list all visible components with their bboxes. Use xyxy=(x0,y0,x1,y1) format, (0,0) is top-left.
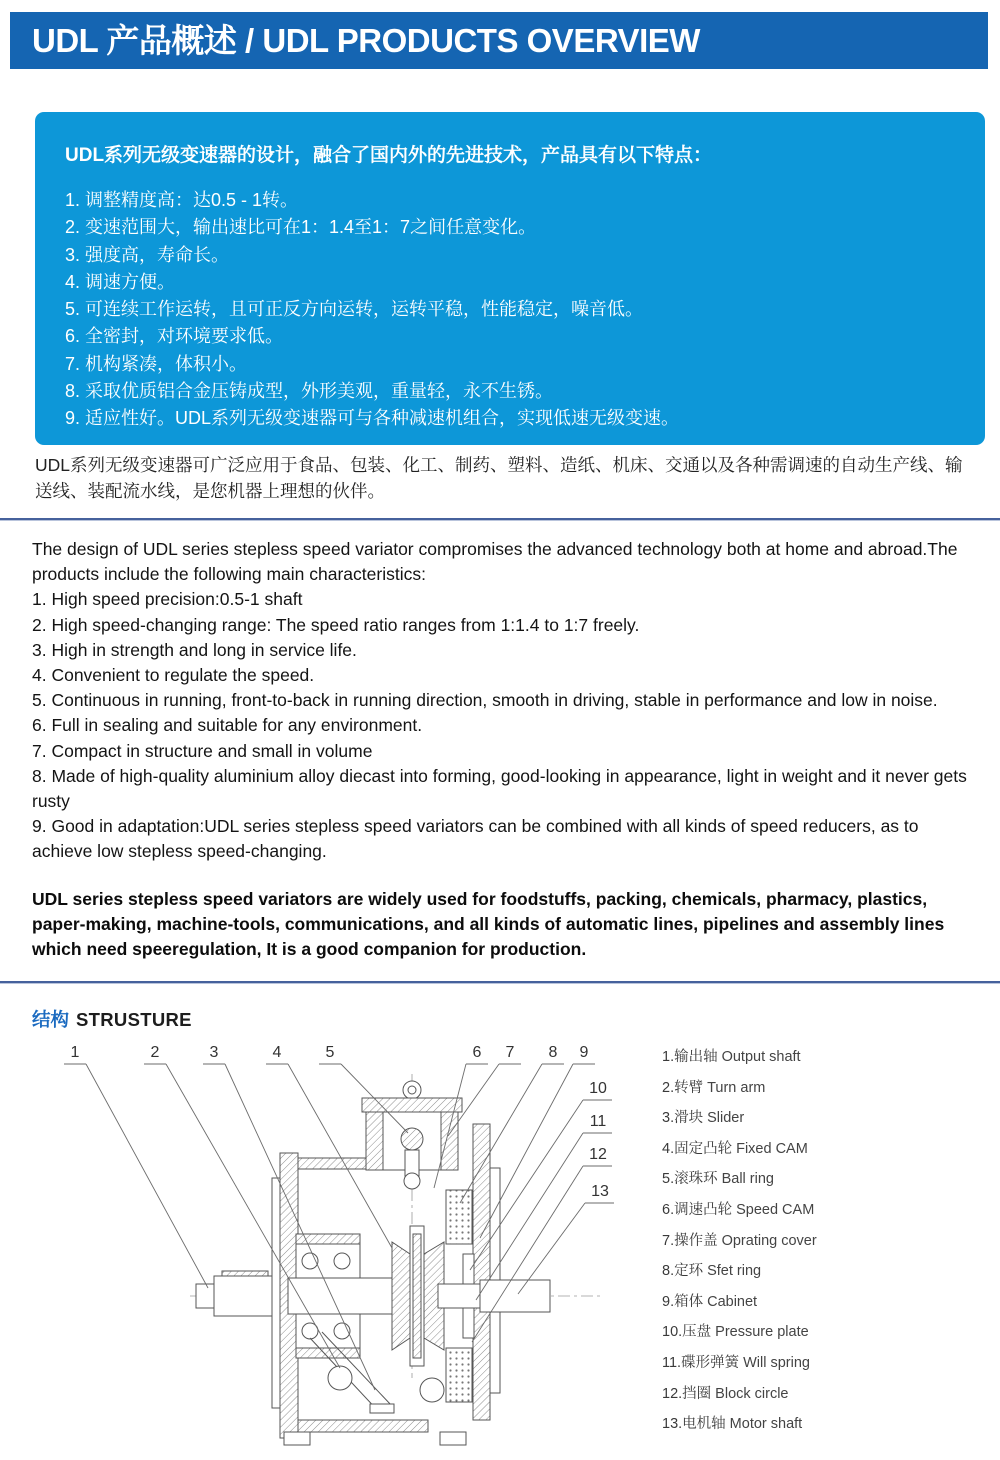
callout-11: 11 xyxy=(589,1113,607,1130)
en-item-6: 6. Full in sealing and suitable for any environment. xyxy=(32,715,423,736)
legend-item-11-en: Will spring xyxy=(743,1354,810,1371)
legend-item-10 xyxy=(662,1317,992,1348)
legend-item-11 xyxy=(662,1348,992,1379)
feature-item-7: 7. 机构紧凑，体积小。 xyxy=(65,353,248,374)
feature-item-6: 6. 全密封，对环境要求低。 xyxy=(65,326,284,347)
callout-9: 9 xyxy=(579,1044,589,1061)
features-list xyxy=(65,187,955,433)
legend-item-11-cn: 11.碟形弹簧 xyxy=(662,1354,740,1371)
legend-item-1 xyxy=(662,1042,992,1073)
features-box xyxy=(35,112,985,445)
cn-applications-paragraph: UDL系列无级变速器可广泛应用于食品、包装、化工、制药、塑料、造纸、机床、交通以及各种需调速的自动生产线、输送线、装配流水线，是您机器上理想的伙伴。 xyxy=(35,455,963,501)
feature-item-5: 5. 可连续工作运转，且可正反方向运转，运转平稳，性能稳定，噪音低。 xyxy=(65,299,644,320)
legend-item-13 xyxy=(662,1409,992,1440)
diagram-callouts xyxy=(71,1044,609,1200)
legend-item-7-cn: 7.操作盖 xyxy=(662,1232,718,1249)
legend-item-13-cn: 13.电机轴 xyxy=(662,1416,726,1433)
en-item-9: 9. Good in adaptation:UDL series stepless speed variators can be combined with all kinds of speed reducers, as to achieve low stepless speed-changing. xyxy=(32,816,919,862)
structure-heading-en: STRUSTURE xyxy=(76,1009,192,1030)
divider-top xyxy=(0,518,1000,521)
legend-item-13-en: Motor shaft xyxy=(729,1416,803,1433)
feature-item-2: 2. 变速范围大，输出速比可在1：1.4至1：7之间任意变化。 xyxy=(65,217,537,238)
diagram-drawing xyxy=(196,1081,550,1445)
feature-item-1: 1. 调整精度高：达0.5 - 1转。 xyxy=(65,190,299,210)
en-intro: The design of UDL series stepless speed variator compromises the advanced technology both at home and abroad.The products include the following main characteristics: xyxy=(32,539,958,585)
legend-item-4-cn: 4.固定凸轮 xyxy=(662,1140,733,1157)
legend-item-6 xyxy=(662,1195,992,1226)
legend-item-8-en: Sfet ring xyxy=(707,1263,762,1280)
legend-item-3 xyxy=(662,1103,992,1134)
legend-item-8-cn: 8.定环 xyxy=(662,1263,704,1280)
callout-6: 6 xyxy=(472,1044,482,1061)
legend-item-3-cn: 3.滑块 xyxy=(662,1110,704,1127)
legend-item-3-en: Slider xyxy=(707,1110,745,1127)
legend-item-2 xyxy=(662,1073,992,1104)
callout-1: 1 xyxy=(70,1044,80,1061)
feature-item-4: 4. 调速方便。 xyxy=(65,271,176,292)
legend-item-4 xyxy=(662,1134,992,1165)
page-title: UDL 产品概述 / UDL PRODUCTS OVERVIEW xyxy=(10,12,988,69)
en-item-3: 3. High in strength and long in service life. xyxy=(32,639,357,660)
en-item-7: 7. Compact in structure and small in volume xyxy=(32,740,373,761)
feature-item-3: 3. 强度高，寿命长。 xyxy=(65,244,230,265)
legend-item-2-cn: 2.转臂 xyxy=(662,1079,704,1096)
legend-item-6-en: Speed CAM xyxy=(736,1201,815,1218)
legend-item-12 xyxy=(662,1379,992,1410)
callout-8: 8 xyxy=(548,1044,558,1061)
legend-item-9 xyxy=(662,1287,992,1318)
callout-3: 3 xyxy=(209,1044,219,1061)
en-bold-applications-paragraph: UDL series stepless speed variators are widely used for foodstuffs, packing, chemicals, pharmacy, plastics, paper-making, machine-tools, communications, and all kinds of automatic lines, pipelines and assembly lines which need speeregulation, It is a good companion for production. xyxy=(32,889,945,960)
callout-13: 13 xyxy=(591,1183,609,1200)
legend-item-12-cn: 12.挡圈 xyxy=(662,1385,712,1402)
legend-item-2-en: Turn arm xyxy=(707,1079,766,1096)
callout-4: 4 xyxy=(272,1044,282,1061)
callout-12: 12 xyxy=(589,1146,607,1163)
callout-2: 2 xyxy=(150,1044,160,1061)
callout-10: 10 xyxy=(589,1080,607,1097)
legend-item-5-en: Ball ring xyxy=(721,1171,774,1188)
feature-item-9: 9. 适应性好。UDL系列无级变速器可与各种减速机组合，实现低速无级变速。 xyxy=(65,408,680,429)
parts-legend xyxy=(662,1042,992,1440)
callout-5: 5 xyxy=(325,1044,335,1061)
legend-item-5-cn: 5.滚珠环 xyxy=(662,1171,718,1188)
legend-item-6-cn: 6.调速凸轮 xyxy=(662,1201,733,1218)
legend-item-1-cn: 1.输出轴 xyxy=(662,1049,718,1065)
legend-item-7 xyxy=(662,1226,992,1257)
legend-item-12-en: Block circle xyxy=(715,1385,789,1402)
divider-bottom xyxy=(0,981,1000,984)
legend-item-1-en: Output shaft xyxy=(721,1049,801,1065)
en-item-4: 4. Convenient to regulate the speed. xyxy=(32,665,315,686)
legend-item-10-cn: 10.压盘 xyxy=(662,1324,712,1341)
legend-item-4-en: Fixed CAM xyxy=(736,1140,808,1157)
en-item-2: 2. High speed-changing range: The speed ratio ranges from 1:1.4 to 1:7 freely. xyxy=(32,614,640,635)
en-description-section xyxy=(32,537,972,865)
callout-7: 7 xyxy=(505,1044,515,1061)
legend-item-5 xyxy=(662,1164,992,1195)
en-item-8: 8. Made of high-quality aluminium alloy diecast into forming, good-looking in appearance, light in weight and it never gets rusty xyxy=(32,765,967,812)
features-box-title: UDL系列无级变速器的设计，融合了国内外的先进技术，产品具有以下特点： xyxy=(65,145,713,166)
legend-item-9-en: Cabinet xyxy=(707,1293,758,1310)
feature-item-8: 8. 采取优质铝合金压铸成型，外形美观，重量轻，永不生锈。 xyxy=(65,381,554,402)
legend-item-9-cn: 9.箱体 xyxy=(662,1293,704,1310)
legend-item-8 xyxy=(662,1256,992,1287)
en-item-1: 1. High speed precision:0.5-1 shaft xyxy=(32,589,303,610)
en-item-5: 5. Continuous in running, front-to-back in running direction, smooth in driving, stable in performance and low in noise. xyxy=(32,690,938,711)
structure-diagram xyxy=(40,1038,660,1460)
structure-heading xyxy=(32,1006,192,1032)
structure-heading-cn: 结构 xyxy=(32,1009,70,1030)
legend-item-10-en: Pressure plate xyxy=(715,1324,809,1341)
legend-item-7-en: Oprating cover xyxy=(721,1232,817,1249)
